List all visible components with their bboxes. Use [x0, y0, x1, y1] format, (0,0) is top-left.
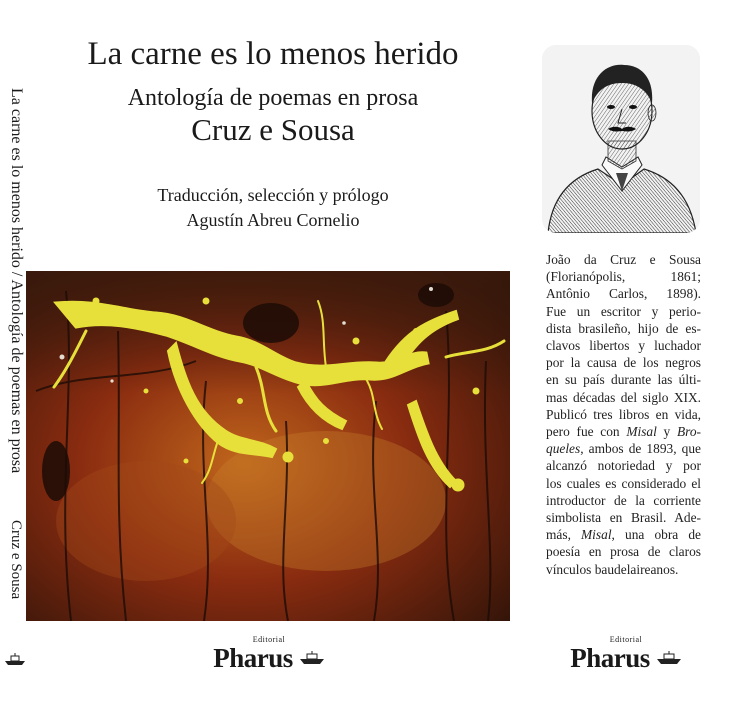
publisher-name: Pharus	[570, 643, 650, 673]
author-engraving-image	[542, 45, 700, 233]
bio-line: mas décadas del siglo XIX.	[546, 389, 701, 405]
abstract-painting-image	[26, 271, 510, 621]
front-publisher-logo	[204, 636, 334, 672]
author-portrait	[542, 45, 700, 233]
bio-line: introductor de la corriente	[546, 492, 701, 508]
bio-line: más, Misal, una obra de	[546, 527, 701, 543]
bio-line: pero fue con Misal y Bro-	[546, 424, 701, 440]
bio-line: clavos libertos y luchador	[546, 338, 701, 354]
publisher-name: Pharus	[213, 643, 293, 673]
boat-logo-icon	[656, 651, 682, 665]
bio-line: (Florianópolis, 1861;	[546, 269, 701, 285]
bio-line: vínculos baudelaireanos.	[546, 561, 679, 577]
author-biography	[546, 251, 701, 578]
boat-logo-icon	[4, 652, 26, 666]
bio-line: dista brasileño, hijo de es-	[546, 320, 701, 336]
translator-name: Agustín Abreu Cornelio	[186, 210, 360, 230]
bio-line: poesía en prosa de claros	[546, 544, 701, 560]
cover-painting	[26, 271, 510, 621]
bio-line: simbolista en Brasil. Ade-	[546, 510, 701, 526]
bio-line: alcanzó notoriedad y por	[546, 458, 701, 474]
boat-logo-icon	[299, 651, 325, 665]
bio-line: Fue un escritor y perio-	[546, 303, 701, 319]
translation-credits: Traducción, selección y prólogo	[157, 185, 389, 205]
bio-line: João da Cruz e Sousa	[546, 252, 701, 267]
publisher-editorial-label: Editorial	[252, 635, 286, 644]
bio-line: en su país durante las últi-	[546, 372, 701, 388]
back-publisher-logo	[560, 636, 692, 672]
spine-author: Cruz e Sousa	[8, 520, 24, 600]
bio-line: Antônio Carlos, 1898).	[546, 286, 701, 302]
publisher-editorial-label: Editorial	[609, 635, 643, 644]
book-subtitle: Antología de poemas en prosa	[127, 85, 419, 111]
bio-line: por la causa de los negros	[546, 355, 701, 371]
spine-title: La carne es lo menos herido / Antología de poemas en prosa	[8, 88, 25, 474]
bio-line: los cuales es considerado el	[546, 475, 701, 491]
bio-line: Publicó tres libros en vida,	[546, 406, 701, 422]
book-author: Cruz e Sousa	[191, 112, 355, 147]
book-title: La carne es lo menos herido	[87, 36, 459, 72]
bio-line: queles, ambos de 1893, que	[546, 441, 701, 457]
